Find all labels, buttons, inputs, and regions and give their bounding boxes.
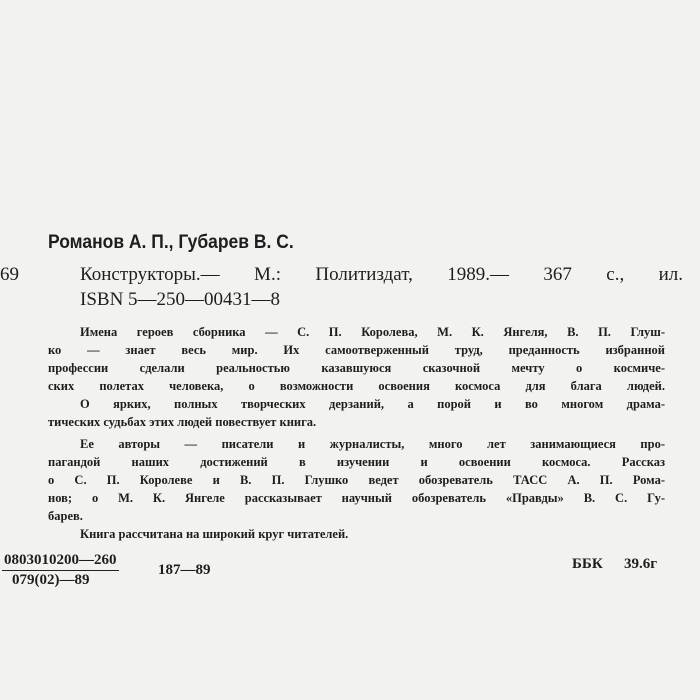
catalog-suffix: 187—89 — [158, 562, 211, 578]
fraction-numerator: 0803010200—260 — [2, 552, 119, 571]
annotation-line: Ее авторы — писатели и журналисты, много лет занимающиеся про- — [80, 437, 665, 451]
annotation-line: барев. — [48, 509, 83, 523]
annotation-line: профессии сделали реальностью казавшуюся сказочной мечту о космиче- — [48, 361, 665, 375]
annotation-line: ко — знает весь мир. Их самоотверженный труд, преданность избранной — [48, 343, 665, 357]
bbk-label: ББК — [572, 556, 603, 572]
annotation-line: о С. П. Королеве и В. П. Глушко ведет обозреватель ТАСС А. П. Рома- — [48, 473, 665, 487]
annotation-line: О ярких, полных творческих дерзаний, а порой и во многом драма- — [80, 397, 665, 411]
catalog-fraction — [2, 552, 119, 589]
fraction-denominator: 079(02)—89 — [12, 572, 90, 588]
authors: Романов А. П., Губарев В. С. — [48, 232, 294, 253]
annotation-line: ских полетах человека, о возможности освоения космоса для блага людей. — [48, 379, 665, 393]
classification-code: 69 — [0, 264, 19, 285]
isbn: ISBN 5—250—00431—8 — [80, 289, 281, 310]
title-line: Конструкторы.— М.: Политиздат, 1989.— 367 с., ил. — [80, 264, 683, 285]
annotation-line: пагандой наших достижений в изучении и освоении космоса. Рассказ — [48, 455, 665, 469]
annotation-line: Имена героев сборника — С. П. Королева, М. К. Янгеля, В. П. Глуш- — [80, 325, 665, 339]
annotation-line: тических судьбах этих людей повествует книга. — [48, 415, 317, 429]
annotation-line: Книга рассчитана на широкий круг читателей. — [80, 527, 349, 541]
bbk-value: 39.6г — [624, 556, 658, 572]
annotation-line: нов; о М. К. Янгеле рассказывает научный обозреватель «Правды» В. С. Гу- — [48, 491, 665, 505]
